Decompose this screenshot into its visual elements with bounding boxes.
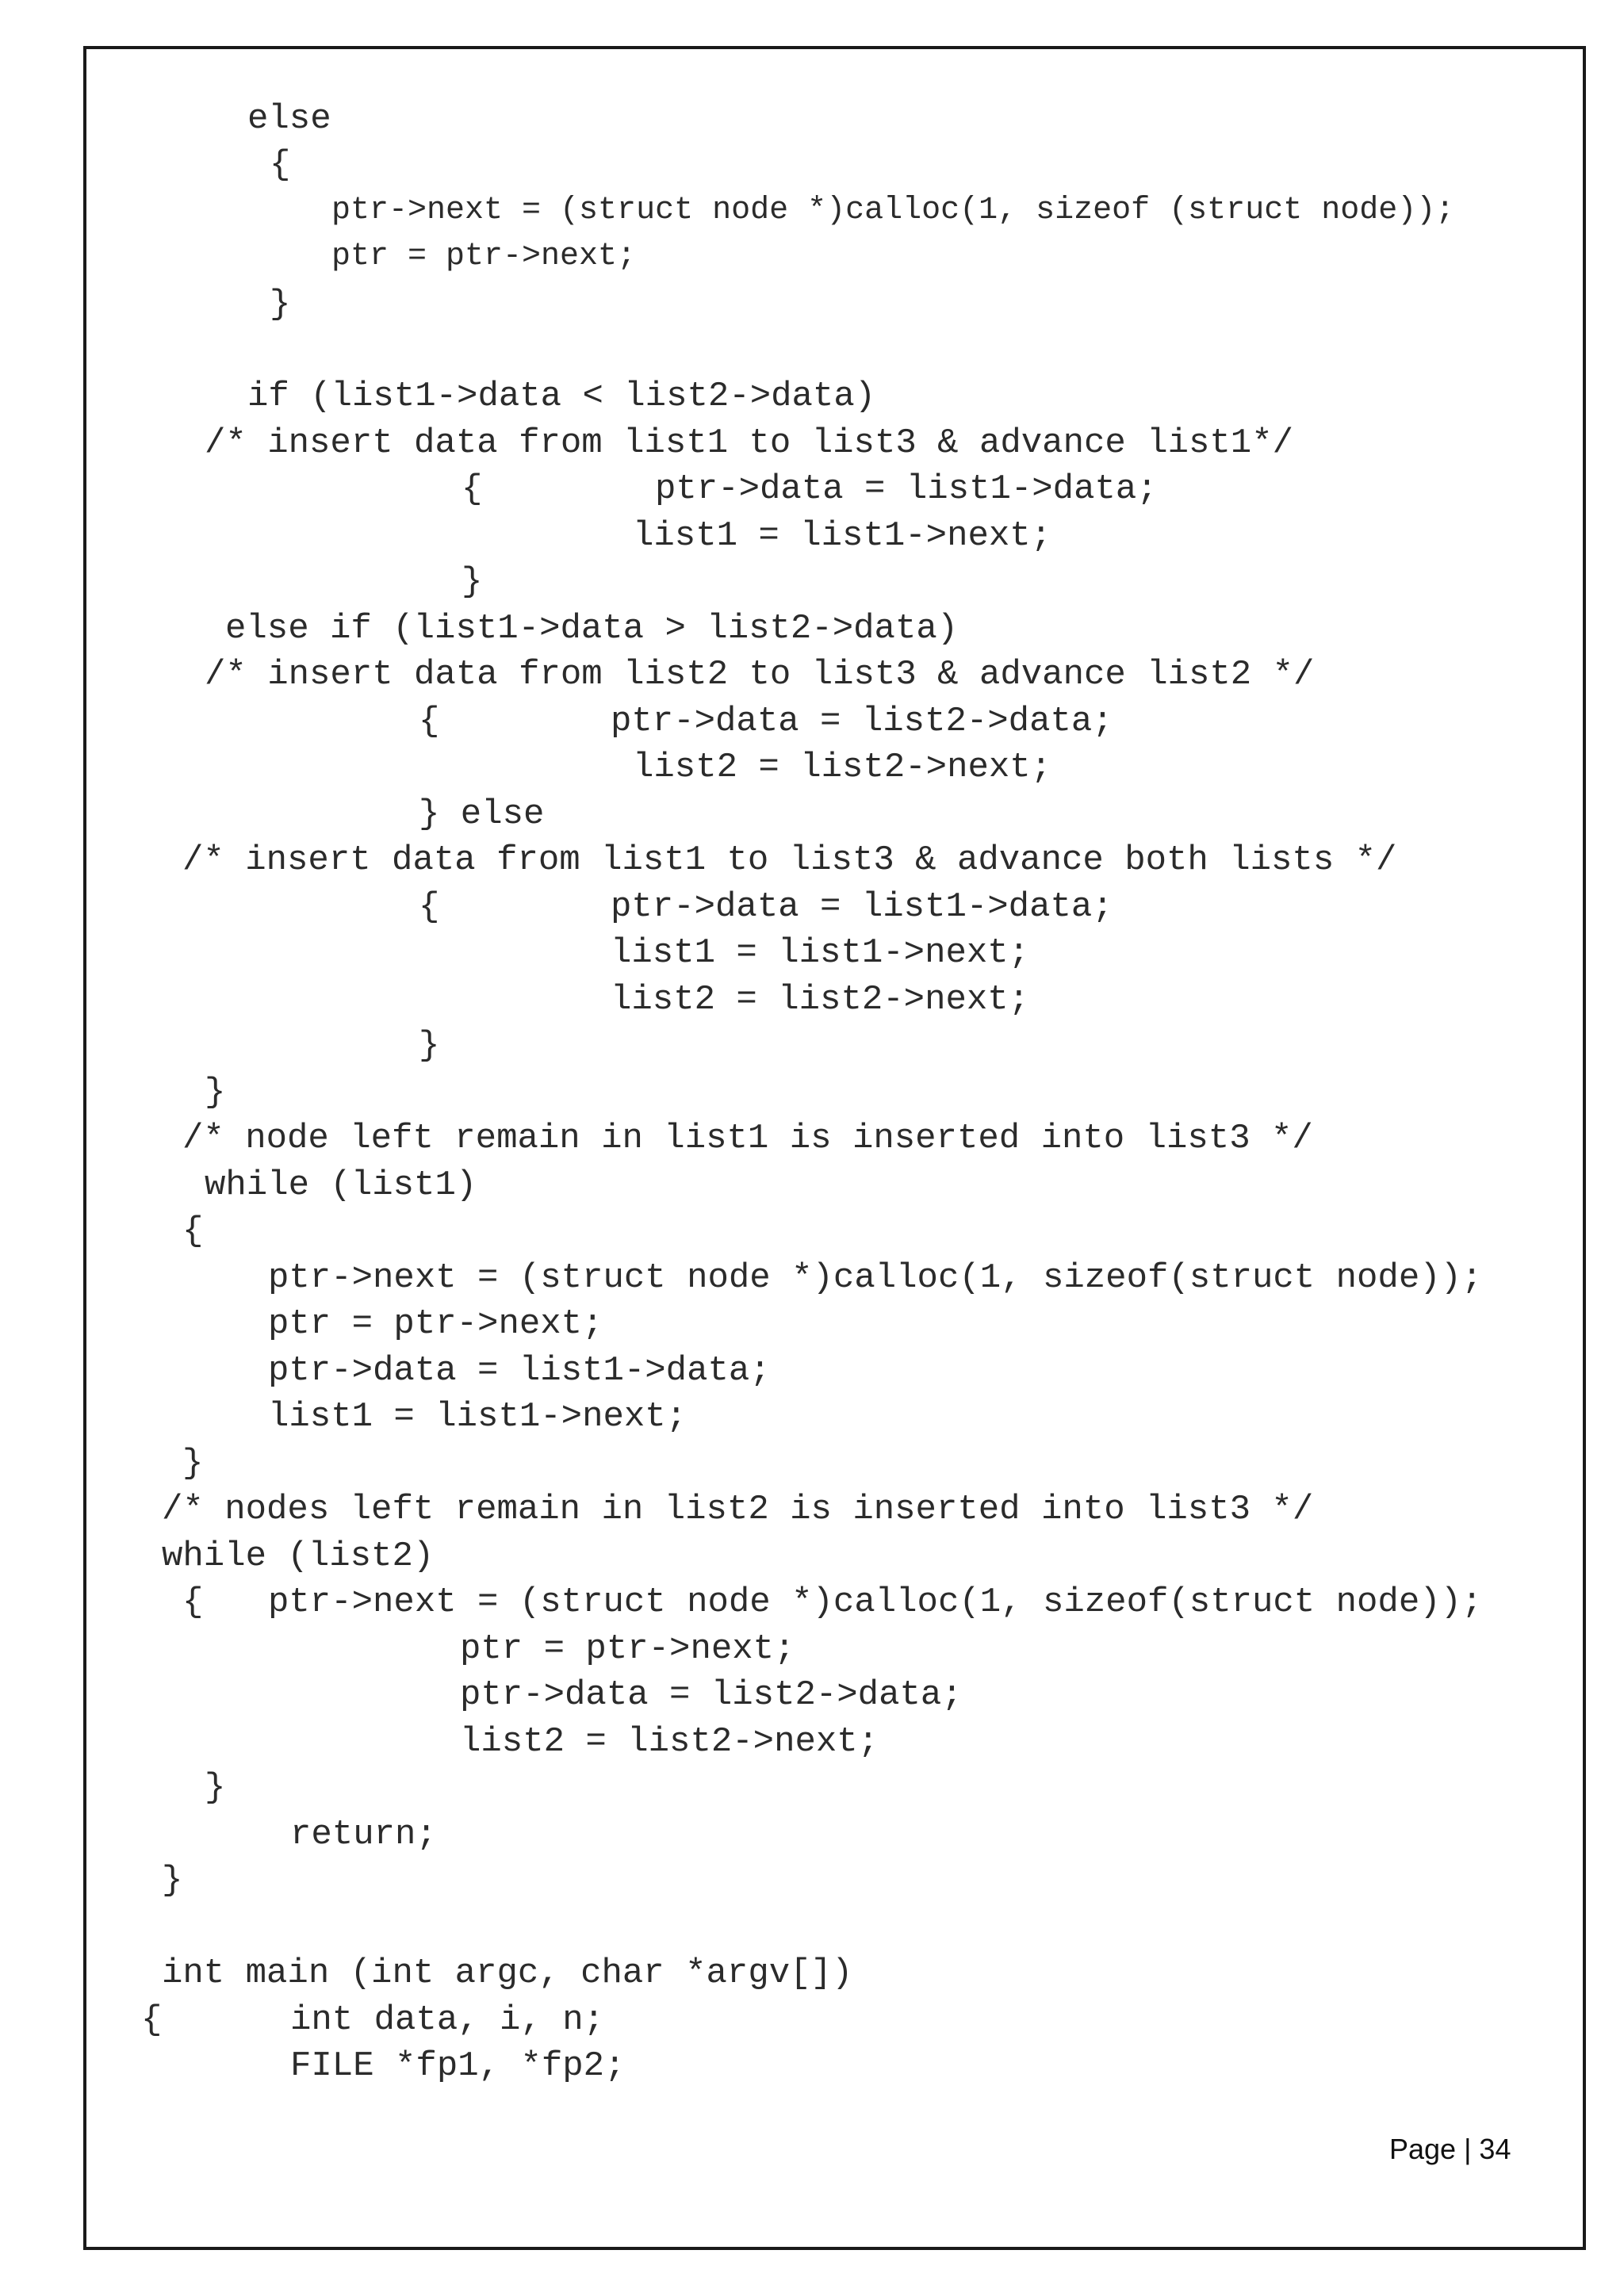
- code-line: {: [419, 702, 440, 741]
- code-line: {: [419, 887, 440, 927]
- code-line: ptr = ptr->next;: [460, 1629, 795, 1669]
- code-comment: /* nodes left remain in list2 is inserted into list3 */: [162, 1490, 1314, 1529]
- code-line: list1 = list1->next;: [633, 516, 1052, 556]
- code-line: int data, i, n;: [290, 2000, 605, 2040]
- code-line: ptr = ptr->next;: [268, 1304, 603, 1344]
- code-line: }: [270, 285, 291, 324]
- code-line: {: [141, 2000, 163, 2040]
- code-line: int main (int argc, char *argv[]): [162, 1954, 853, 1993]
- code-line: }: [205, 1768, 226, 1808]
- code-line: }: [205, 1073, 226, 1112]
- code-line: else: [247, 99, 331, 139]
- code-line: list1 = list1->next;: [611, 933, 1030, 973]
- code-line: {: [462, 469, 483, 509]
- code-comment: /* node left remain in list1 is inserted into list3 */: [182, 1119, 1313, 1158]
- code-line: ptr = ptr->next;: [331, 239, 637, 274]
- code-line: {: [182, 1211, 204, 1251]
- code-line: list2 = list2->next;: [633, 748, 1052, 787]
- code-line: if (list1->data < list2->data): [247, 377, 876, 416]
- code-line: FILE *fp1, *fp2;: [290, 2046, 626, 2086]
- code-line: }: [419, 1026, 440, 1066]
- code-line: ptr->data = list2->data;: [611, 702, 1113, 741]
- code-comment: /* insert data from list2 to list3 & advance list2 */: [205, 655, 1315, 695]
- code-line: {: [270, 145, 291, 185]
- code-line: ptr->next = (struct node *)calloc(1, sizeof(struct node));: [268, 1258, 1483, 1298]
- code-line: {: [182, 1582, 204, 1622]
- code-line: ptr->next = (struct node *)calloc(1, sizeof (struct node));: [331, 193, 1455, 228]
- code-line: while (list1): [205, 1165, 477, 1205]
- code-line: return;: [290, 1815, 437, 1854]
- code-line: list2 = list2->next;: [460, 1722, 879, 1762]
- code-line: }: [182, 1444, 204, 1483]
- code-line: list1 = list1->next;: [268, 1397, 688, 1437]
- code-line: ptr->data = list1->data;: [268, 1351, 771, 1391]
- code-line: } else: [419, 794, 545, 834]
- code-line: ptr->next = (struct node *)calloc(1, sizeof(struct node));: [268, 1582, 1483, 1622]
- code-line: ptr->data = list1->data;: [655, 469, 1158, 509]
- code-line: }: [162, 1861, 183, 1900]
- code-line: while (list2): [162, 1536, 435, 1576]
- code-comment: /* insert data from list1 to list3 & advance list1*/: [205, 423, 1294, 463]
- code-line: else if (list1->data > list2->data): [225, 609, 959, 649]
- code-line: ptr->data = list1->data;: [611, 887, 1113, 927]
- code-comment: /* insert data from list1 to list3 & advance both lists */: [182, 840, 1397, 880]
- code-line: list2 = list2->next;: [611, 980, 1030, 1020]
- code-line: }: [462, 562, 483, 602]
- page-number: Page | 34: [1389, 2133, 1511, 2165]
- code-line: ptr->data = list2->data;: [460, 1675, 963, 1715]
